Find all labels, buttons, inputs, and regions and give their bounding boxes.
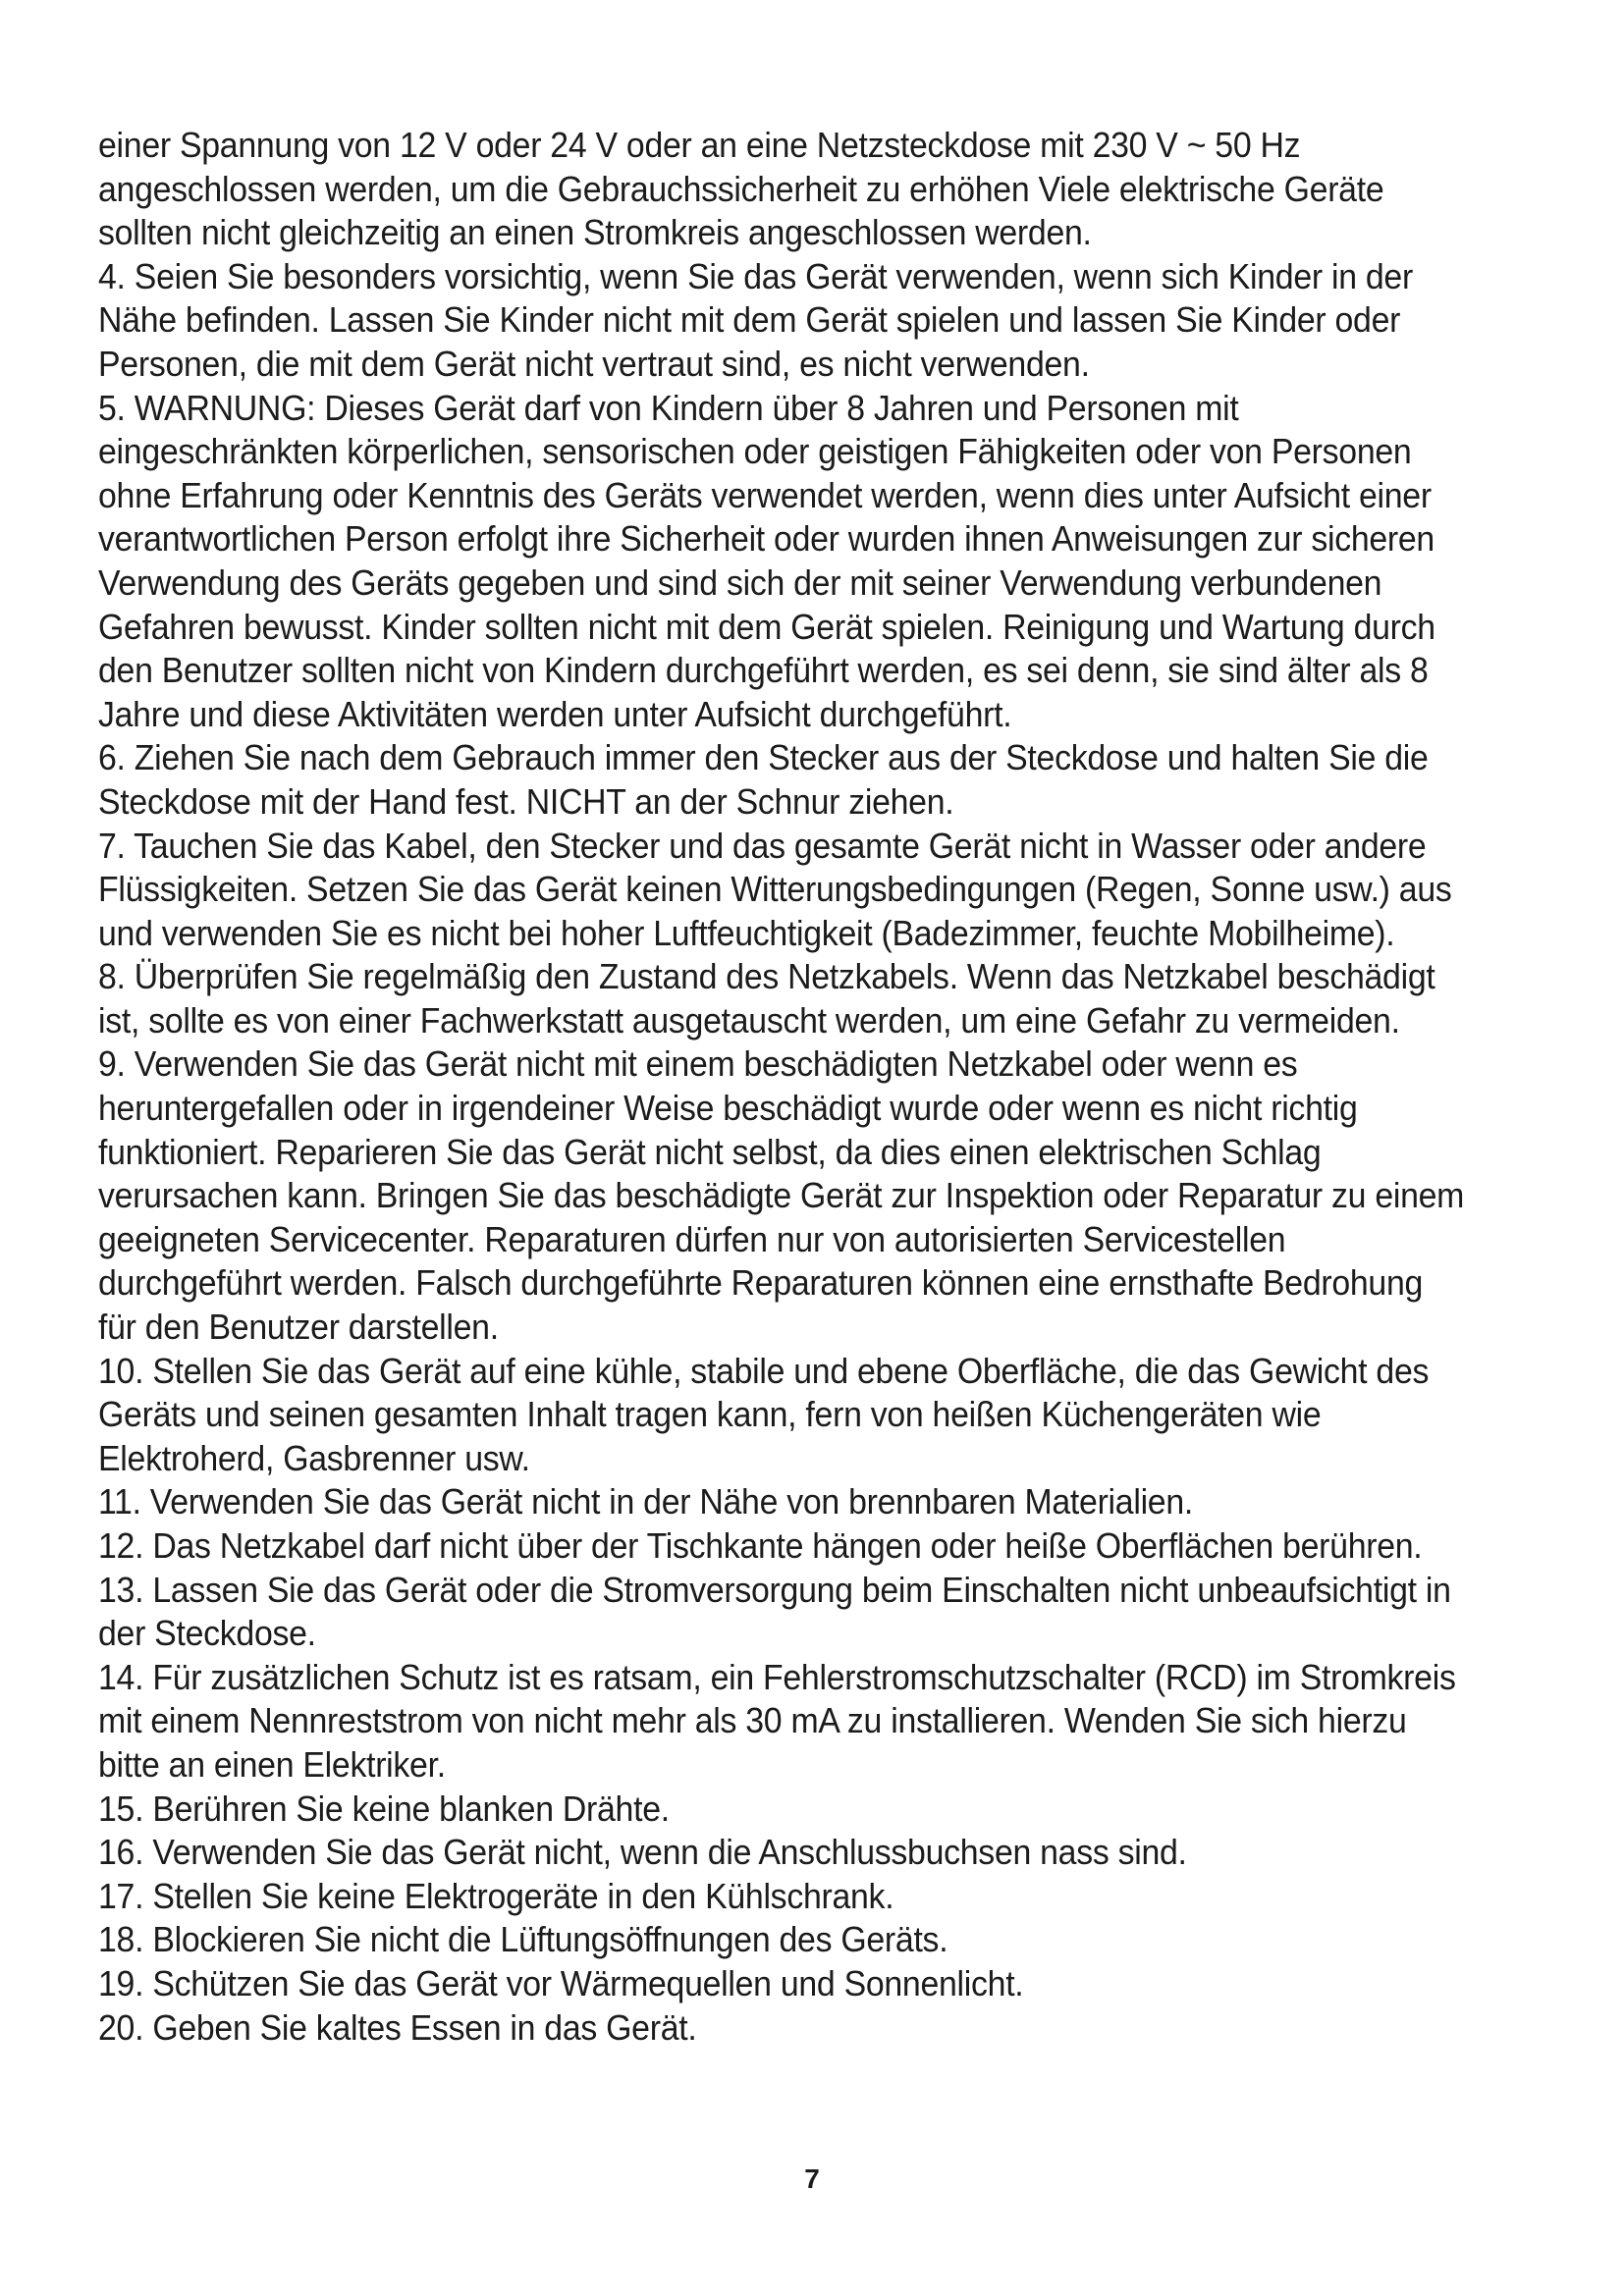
instruction-item-6: 6. Ziehen Sie nach dem Gebrauch immer den Stecker aus der Steckdose und halten Sie die Steckdose mit der Hand fest. NICHT an der Schnur ziehen. bbox=[98, 737, 1429, 822]
instruction-item-13: 13. Lassen Sie das Gerät oder die Stromversorgung beim Einschalten nicht unbeaufsichtigt in der Steckdose. bbox=[98, 1569, 1451, 1654]
instruction-item-15: 15. Berühren Sie keine blanken Drähte. bbox=[98, 1788, 670, 1829]
instruction-item-19: 19. Schützen Sie das Gerät vor Wärmequellen und Sonnenlicht. bbox=[98, 1962, 1024, 2003]
instruction-item-16: 16. Verwenden Sie das Gerät nicht, wenn die Anschlussbuchsen nass sind. bbox=[98, 1832, 1187, 1873]
instruction-item-5-warning: 5. WARNUNG: Dieses Gerät darf von Kindern über 8 Jahren und Personen mit eingeschränkten körperlichen, sensorischen oder geistigen Fähigkeiten oder von Personen ohne Erfahrung oder Kenntnis des Geräts verwendet werden, wenn dies unter Aufsicht einer verantwortlichen Person erfolgt ihre Sicherheit oder wurden ihnen Anweisungen zur sicheren Verwendung des Geräts gegeben und sind sich der mit seiner Verwendung verbundenen Gefahren bewusst. Kinder sollten nicht mit dem Gerät spielen. Reinigung und Wartung durch den Benutzer sollten nicht von Kindern durchgeführt werden, es sei denn, sie sind älter als 8 Jahre und diese Aktivitäten werden unter Aufsicht durchgeführt. bbox=[98, 387, 1435, 734]
instruction-item-8: 8. Überprüfen Sie regelmäßig den Zustand des Netzkabels. Wenn das Netzkabel beschädigt ist, sollte es von einer Fachwerkstatt ausgetauscht werden, um eine Gefahr zu vermeiden. bbox=[98, 956, 1435, 1041]
instruction-item-12: 12. Das Netzkabel darf nicht über der Tischkante hängen oder heiße Oberflächen berühren. bbox=[98, 1525, 1423, 1566]
instruction-item-7: 7. Tauchen Sie das Kabel, den Stecker und das gesamte Gerät nicht in Wasser oder andere Flüssigkeiten. Setzen Sie das Gerät keinen Witterungsbedingungen (Regen, Sonne usw.) aus und verwenden Sie es nicht bei hoher Luftfeuchtigkeit (Badezimmer, feuchte Mobilheime). bbox=[98, 825, 1452, 953]
paragraph-continuation: einer Spannung von 12 V oder 24 V oder an eine Netzsteckdose mit 230 V ~ 50 Hz angeschlossen werden, um die Gebrauchssicherheit zu erhöhen Viele elektrische Geräte sollten nicht gleichzeitig an einen Stromkreis angeschlossen werden. bbox=[98, 125, 1384, 253]
instruction-item-4: 4. Seien Sie besonders vorsichtig, wenn Sie das Gerät verwenden, wenn sich Kinder in der Nähe befinden. Lassen Sie Kinder nicht mit dem Gerät spielen und lassen Sie Kinder oder Personen, die mit dem Gerät nicht vertraut sind, es nicht verwenden. bbox=[98, 255, 1413, 384]
instruction-item-11: 11. Verwenden Sie das Gerät nicht in der Nähe von brennbaren Materialien. bbox=[98, 1481, 1194, 1522]
instruction-item-17: 17. Stellen Sie keine Elektrogeräte in den Kühlschrank. bbox=[98, 1875, 894, 1916]
instruction-item-9: 9. Verwenden Sie das Gerät nicht mit einem beschädigten Netzkabel oder wenn es heruntergefallen oder in irgendeiner Weise beschädigt wurde oder wenn es nicht richtig funktioniert. Reparieren Sie das Gerät nicht selbst, da dies einen elektrischen Schlag verursachen kann. Bringen Sie das beschädigte Gerät zur Inspektion oder Reparatur zu einem geeigneten Servicecenter. Reparaturen dürfen nur von autorisierten Servicestellen durchgeführt werden. Falsch durchgeführte Reparaturen können eine ernsthafte Bedrohung für den Benutzer darstellen. bbox=[98, 1043, 1465, 1348]
instruction-item-10: 10. Stellen Sie das Gerät auf eine kühle, stabile und ebene Oberfläche, die das Gewicht des Geräts und seinen gesamten Inhalt tragen kann, fern von heißen Küchengeräten wie Elektroherd, Gasbrenner usw. bbox=[98, 1350, 1430, 1478]
safety-instructions-text bbox=[98, 124, 1464, 2050]
page-number: 7 bbox=[804, 2163, 820, 2194]
instruction-item-20: 20. Geben Sie kaltes Essen in das Gerät. bbox=[98, 2006, 697, 2048]
instruction-item-18: 18. Blockieren Sie nicht die Lüftungsöffnungen des Geräts. bbox=[98, 1919, 948, 1960]
instruction-item-14: 14. Für zusätzlichen Schutz ist es ratsam, ein Fehlerstromschutzschalter (RCD) im Stromkreis mit einem Nennreststrom von nicht mehr als 30 mA zu installieren. Wenden Sie sich hierzu bitte an einen Elektriker. bbox=[98, 1656, 1456, 1785]
